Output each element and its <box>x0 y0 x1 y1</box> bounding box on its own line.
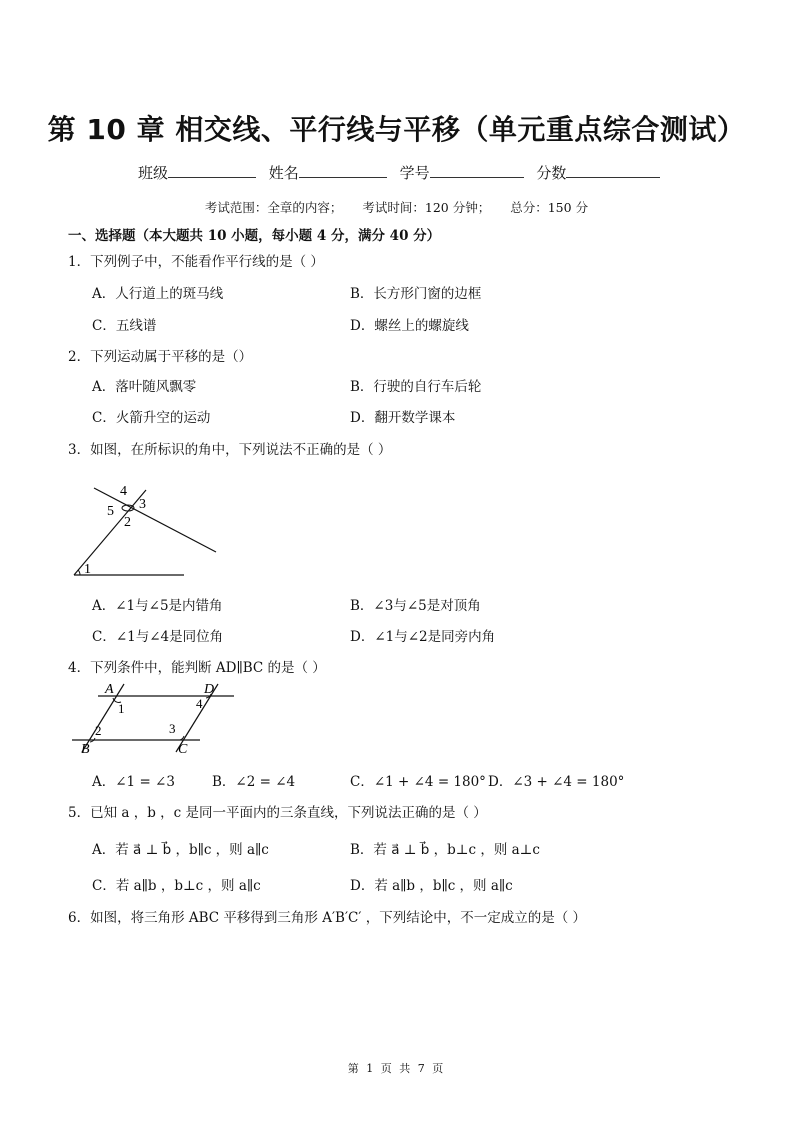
exam-scope <box>0 198 793 216</box>
q4-label-a: A <box>105 682 114 697</box>
question-6-stem: 6．如图，将三角形 ABC 平移得到三角形 A′B′C′ ，下列结论中，不一定成立的是（ ） <box>68 910 586 926</box>
id-label: 学号 <box>399 164 430 182</box>
q4-option-c: C．∠1 + ∠4 = 180° <box>350 774 486 790</box>
q3-option-c: C．∠1与∠4是同位角 <box>92 629 224 645</box>
q5-option-a: A．若 a⃗ ⊥ b⃗ ，b∥c ，则 a∥c <box>92 842 269 858</box>
question-5-stem: 5．已知 a ，b ，c 是同一平面内的三条直线，下列说法正确的是（ ） <box>68 805 487 821</box>
id-blank[interactable] <box>430 163 524 178</box>
name-label: 姓名 <box>268 164 299 182</box>
q1-option-c: C．五线谱 <box>92 318 157 334</box>
q2-option-a: A．落叶随风飘零 <box>92 379 197 395</box>
q3-label-2: 2 <box>124 515 131 530</box>
q3-label-4: 4 <box>120 484 127 499</box>
q5-option-d: D．若 a∥b ，b∥c ，则 a∥c <box>350 878 513 894</box>
q3-option-d: D．∠1与∠2是同旁内角 <box>350 629 496 645</box>
q3-label-3: 3 <box>139 497 146 512</box>
student-info-row <box>138 162 668 183</box>
name-blank[interactable] <box>299 163 387 178</box>
score-blank[interactable] <box>566 163 660 178</box>
class-label: 班级 <box>138 164 169 182</box>
q3-label-5: 5 <box>107 504 114 519</box>
question-2-stem: 2．下列运动属于平移的是（） <box>68 349 253 365</box>
q4-label-c: C <box>178 742 188 756</box>
q5-option-b: B．若 a⃗ ⊥ b⃗ ，b⊥c ，则 a⊥c <box>350 842 540 858</box>
question-1-stem: 1．下列例子中，不能看作平行线的是（ ） <box>68 254 324 270</box>
q3-option-b: B．∠3与∠5是对顶角 <box>350 598 481 614</box>
q4-label-4: 4 <box>196 696 203 711</box>
q4-label-d: D <box>204 682 215 697</box>
question-4-stem: 4．下列条件中，能判断 AD∥BC 的是（ ） <box>68 660 326 676</box>
scope-time: 考试时间：120 分钟； <box>362 200 491 215</box>
score-label: 分数 <box>536 164 567 182</box>
q4-option-a: A．∠1 = ∠3 <box>92 774 175 790</box>
q3-option-a: A．∠1与∠5是内错角 <box>92 598 223 614</box>
q4-label-1: 1 <box>118 701 125 716</box>
q2-option-d: D．翻开数学课本 <box>350 410 456 426</box>
question-3-stem: 3．如图，在所标识的角中，下列说法不正确的是（ ） <box>68 442 392 458</box>
page-footer: 第 1 页 共 7 页 <box>347 1062 446 1075</box>
q4-label-b: B <box>81 742 90 756</box>
section-heading: 一、选择题（本大题共 10 小题，每小题 4 分，满分 40 分） <box>68 228 441 244</box>
q3-angle1-arc <box>78 570 80 575</box>
q2-option-c: C．火箭升空的运动 <box>92 410 211 426</box>
class-blank[interactable] <box>168 163 256 178</box>
q1-option-b: B．长方形门窗的边框 <box>350 286 482 302</box>
q3-figure <box>68 478 228 580</box>
q4-option-d: D．∠3 + ∠4 = 180° <box>488 774 625 790</box>
q1-option-d: D．螺丝上的螺旋线 <box>350 318 469 334</box>
q4-label-2: 2 <box>95 723 102 738</box>
q4-label-3: 3 <box>169 721 176 736</box>
q4-option-b: B．∠2 = ∠4 <box>212 774 296 790</box>
q4-figure <box>68 680 238 756</box>
q3-label-1: 1 <box>84 562 91 577</box>
q3-transversal-line <box>94 488 216 552</box>
q2-option-b: B．行驶的自行车后轮 <box>350 379 482 395</box>
q1-option-a: A．人行道上的斑马线 <box>92 286 224 302</box>
page-title: 第 10 章 相交线、平行线与平移（单元重点综合测试） <box>47 113 746 146</box>
scope-range: 考试范围：全章的内容； <box>204 200 343 215</box>
scope-total: 总分：150 分 <box>510 200 589 215</box>
q5-option-c: C．若 a∥b ，b⊥c ，则 a∥c <box>92 878 261 894</box>
